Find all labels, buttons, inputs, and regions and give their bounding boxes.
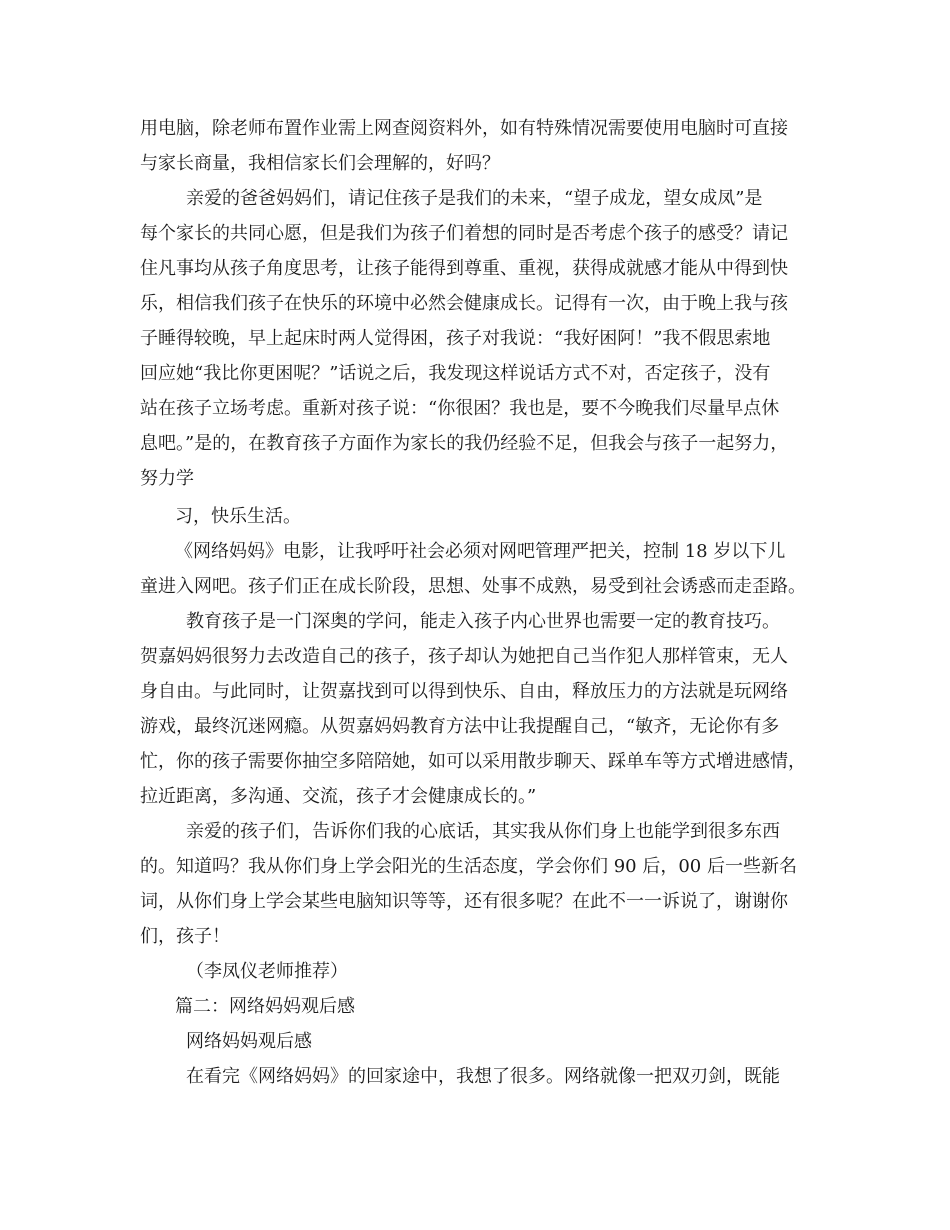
text-line: 词，从你们身上学会某些电脑知识等等，还有很多呢？在此不一一诉说了，谢谢你 [140, 891, 788, 912]
text-line: 亲爱的孩子们，告诉你们我的心底话，其实我从你们身上也能学到很多东西 [186, 821, 780, 842]
text-line: 站在孩子立场考虑。重新对孩子说：“你很困？我也是，要不今晚我们尽量早点休 [140, 398, 780, 419]
text-line: 拉近距离，多沟通、交流，孩子才会健康成长的。” [140, 786, 537, 807]
section-subheading: 网络妈妈观后感 [186, 1031, 312, 1052]
text-line: 回应她“我比你更困呢？”话说之后，我发现这样说话方式不对，否定孩子，没有 [140, 363, 771, 384]
text-line: 贺嘉妈妈很努力去改造自己的孩子，孩子却认为她把自己当作犯人那样管束，无人 [140, 646, 788, 667]
text-line: 亲爱的爸爸妈妈们，请记住孩子是我们的未来，“望子成龙，望女成凤”是 [186, 188, 763, 209]
text-line: 乐，相信我们孩子在快乐的环境中必然会健康成长。记得有一次，由于晚上我与孩 [140, 293, 788, 314]
text-line: 息吧。”是的，在教育孩子方面作为家长的我仍经验不足，但我会与孩子一起努力， [140, 433, 789, 454]
text-line: 教育孩子是一门深奥的学问，能走入孩子内心世界也需要一定的教育技巧。 [186, 611, 780, 632]
text-line: 游戏，最终沉迷网瘾。从贺嘉妈妈教育方法中让我提醒自己，“敏齐，无论你有多 [140, 716, 780, 737]
text-line: 住凡事均从孩子角度思考，让孩子能得到尊重、重视，获得成就感才能从中得到快 [140, 258, 788, 279]
text-line: （李凤仪老师推荐） [186, 961, 348, 982]
text-line: 《网络妈妈》电影，让我呼吁社会必须对网吧管理严把关，控制 18 岁以下儿 [175, 541, 786, 562]
text-line: 努力学 [140, 468, 194, 489]
text-line: 习，快乐生活。 [175, 506, 301, 527]
text-line: 身自由。与此同时，让贺嘉找到可以得到快乐、自由，释放压力的方法就是玩网络 [140, 681, 788, 702]
text-line: 的。知道吗？我从你们身上学会阳光的生活态度，学会你们 90 后，00 后一些新名 [140, 856, 797, 877]
text-line: 每个家长的共同心愿，但是我们为孩子们着想的同时是否考虑个孩子的感受？请记 [140, 223, 788, 244]
text-line: 忙，你的孩子需要你抽空多陪陪她，如可以采用散步聊天、踩单车等方式增进感情， [140, 751, 806, 772]
text-line: 与家长商量，我相信家长们会理解的，好吗？ [140, 153, 500, 174]
section-heading: 篇二：网络妈妈观后感 [175, 996, 355, 1017]
text-line: 用电脑，除老师布置作业需上网查阅资料外，如有特殊情况需要使用电脑时可直接 [140, 118, 788, 139]
text-line: 童进入网吧。孩子们正在成长阶段，思想、处事不成熟，易受到社会诱惑而走歪路。 [140, 576, 806, 597]
text-line: 在看完《网络妈妈》的回家途中，我想了很多。网络就像一把双刃剑，既能 [186, 1066, 780, 1087]
text-line: 子睡得较晚，早上起床时两人觉得困，孩子对我说：“我好困阿！”我不假思索地 [140, 328, 771, 349]
text-line: 们，孩子！ [140, 926, 230, 947]
